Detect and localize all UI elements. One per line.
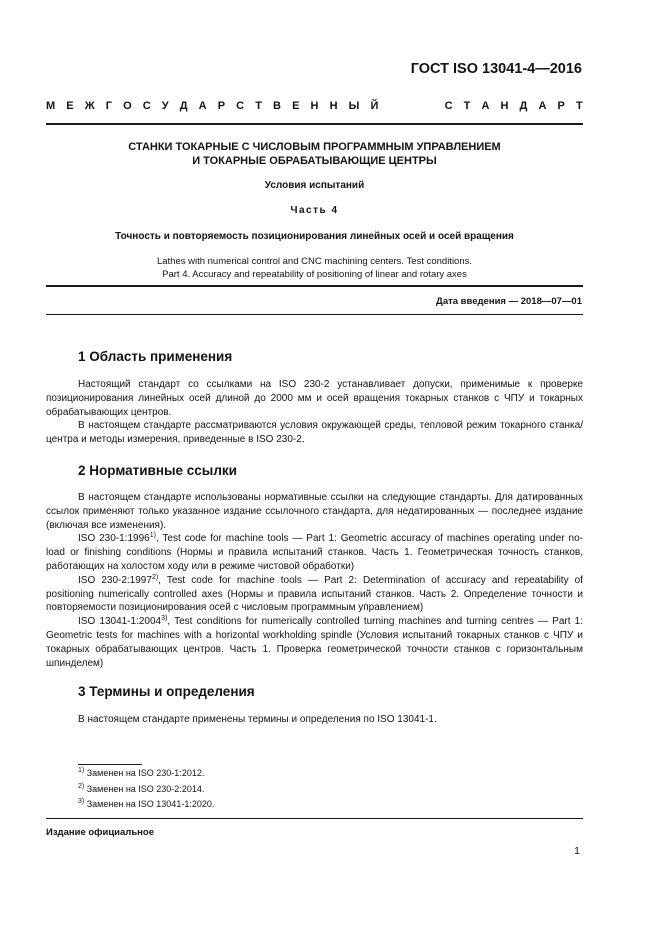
title-divider: [46, 285, 583, 287]
letter: А: [538, 100, 547, 112]
letter: Ы: [348, 100, 360, 112]
title-line-1: СТАНКИ ТОКАРНЫЕ С ЧИСЛОВЫМ ПРОГРАММНЫМ УПРАВЛЕНИЕМ: [128, 141, 501, 153]
top-divider: [46, 123, 583, 125]
letter: Г: [105, 100, 112, 112]
part-number: Часть 4: [290, 205, 339, 216]
letter: Й: [370, 100, 379, 112]
date-divider: [46, 314, 583, 315]
footnote-mark[interactable]: 2): [151, 573, 159, 581]
letter: С: [444, 100, 453, 112]
letter: М: [46, 100, 56, 112]
reference-code: ISO 230-2:1997: [78, 574, 152, 586]
letter: А: [198, 100, 207, 112]
letter: Е: [66, 100, 74, 112]
document-title: [46, 140, 583, 168]
reference-code: ISO 13041-1:2004: [78, 616, 162, 628]
footnote-text: Заменен на ISO 230-1:2012.: [84, 768, 205, 778]
section-2-body: [46, 491, 583, 670]
footnote: [78, 768, 204, 778]
letter: С: [142, 100, 151, 112]
english-title-line-1: Lathes with numerical control and CNC machining centers. Test conditions.: [156, 256, 473, 267]
letter: У: [161, 100, 169, 112]
footnote-divider: [78, 764, 142, 765]
effective-date: Дата введения — 2018—07—01: [436, 296, 582, 307]
paragraph: Настоящий стандарт со ссылками на ISO 230-2 устанавливает допуски, применимые к проверке позиционирования линейных осей длиной до 2000 мм и осей вращения токарных станков с ЧПУ и токарных обрабатывающих центров.: [46, 379, 583, 418]
standard-code: ГОСТ ISO 13041-4—2016: [410, 61, 582, 77]
letter: Ж: [84, 100, 95, 112]
part-title: Точность и повторяемость позиционирования линейных осей и осей вращения: [115, 231, 514, 242]
letter: Н: [310, 100, 319, 112]
footnote-mark[interactable]: 1): [149, 532, 156, 540]
letter: С: [236, 100, 245, 112]
english-title-line-2: Part 4. Accuracy and repeatability of positioning of linear and rotary axes: [162, 269, 467, 280]
title-line-2: И ТОКАРНЫЕ ОБРАБАТЫВАЮЩИЕ ЦЕНТРЫ: [192, 155, 437, 167]
letter: Е: [292, 100, 300, 112]
footnote-text: Заменен на ISO 230-2:2014.: [84, 784, 205, 794]
edition-label: Издание официальное: [46, 827, 154, 838]
section-2-heading: 2 Нормативные ссылки: [78, 463, 237, 478]
footnote-mark: 1): [78, 767, 85, 774]
reference-text: , Test conditions for numerically controlled turning machines and turning centres — Part 1: Geometric tests for machines with a horizontal workholding spindle (Условия испытаний токарных станков с ЧПУ и токарных обрабатывающих центров. Часть 1. Проверка геометрической точности станков с горизонтальным шпинделем): [46, 616, 583, 669]
letter: Н: [329, 100, 338, 112]
footnote-text: Заменен на ISO 13041-1:2020.: [84, 799, 215, 809]
letter: О: [123, 100, 132, 112]
section-3-body: [46, 713, 583, 727]
section-1-heading: 1 Область применения: [78, 349, 233, 364]
paragraph: В настоящем стандарте использованы нормативные ссылки на следующие стандарты. Для датированных ссылок применяют только указанное издание ссылочного стандарта, для недатированных — последнее издание (включая все изменения).: [46, 492, 583, 531]
letter: Д: [519, 100, 528, 112]
english-title: [46, 255, 583, 281]
letter: Т: [255, 100, 262, 112]
word-gap: [389, 100, 433, 112]
page-number: 1: [574, 845, 580, 857]
letter: Н: [500, 100, 509, 112]
footnote: [78, 799, 214, 809]
footnote-mark: 2): [78, 783, 85, 790]
footer-divider: [46, 818, 583, 819]
reference-item: [46, 574, 583, 615]
reference-item: [46, 532, 583, 573]
reference-text: , Test code for machine tools — Part 2: Determination of accuracy and repeatability of positioning numerically controlled axes (Нормы и правила испытаний станков. Часть 2. Определение точности и повторяемости позиционирования осей с числовым программным управлением): [46, 574, 584, 614]
letter: В: [273, 100, 281, 112]
letter: Т: [463, 100, 471, 112]
footnote-mark: 3): [78, 798, 85, 805]
letter: Р: [217, 100, 226, 112]
letter: Р: [557, 100, 565, 112]
document-subtitle: Условия испытаний: [264, 180, 365, 191]
letter: Т: [575, 100, 583, 112]
reference-text: , Test code for machine tools — Part 1: Geometric accuracy of machines operating under no-load or finishing conditions (Нормы и правила испытаний станков. Часть 1. Геометрическая точность станков, работающих на холостом ходу или в режиме чистовой обработки): [46, 533, 584, 572]
reference-code: ISO 230-1:1996: [78, 533, 150, 545]
paragraph: В настоящем стандарте применены термины и определения по ISO 13041-1.: [78, 714, 437, 725]
letter: Д: [179, 100, 188, 112]
footnote-mark[interactable]: 3): [161, 615, 168, 623]
interstate-standard-label: [46, 100, 583, 112]
section-1-body: [46, 378, 583, 447]
paragraph: В настоящем стандарте рассматриваются условия окружающей среды, тепловой режим токарного станка/центра и методы измерения, приведенные в ISO 230-2.: [46, 420, 583, 446]
footnote: [78, 784, 204, 794]
reference-item: [46, 615, 583, 670]
letter: А: [481, 100, 490, 112]
section-3-heading: 3 Термины и определения: [78, 684, 255, 699]
